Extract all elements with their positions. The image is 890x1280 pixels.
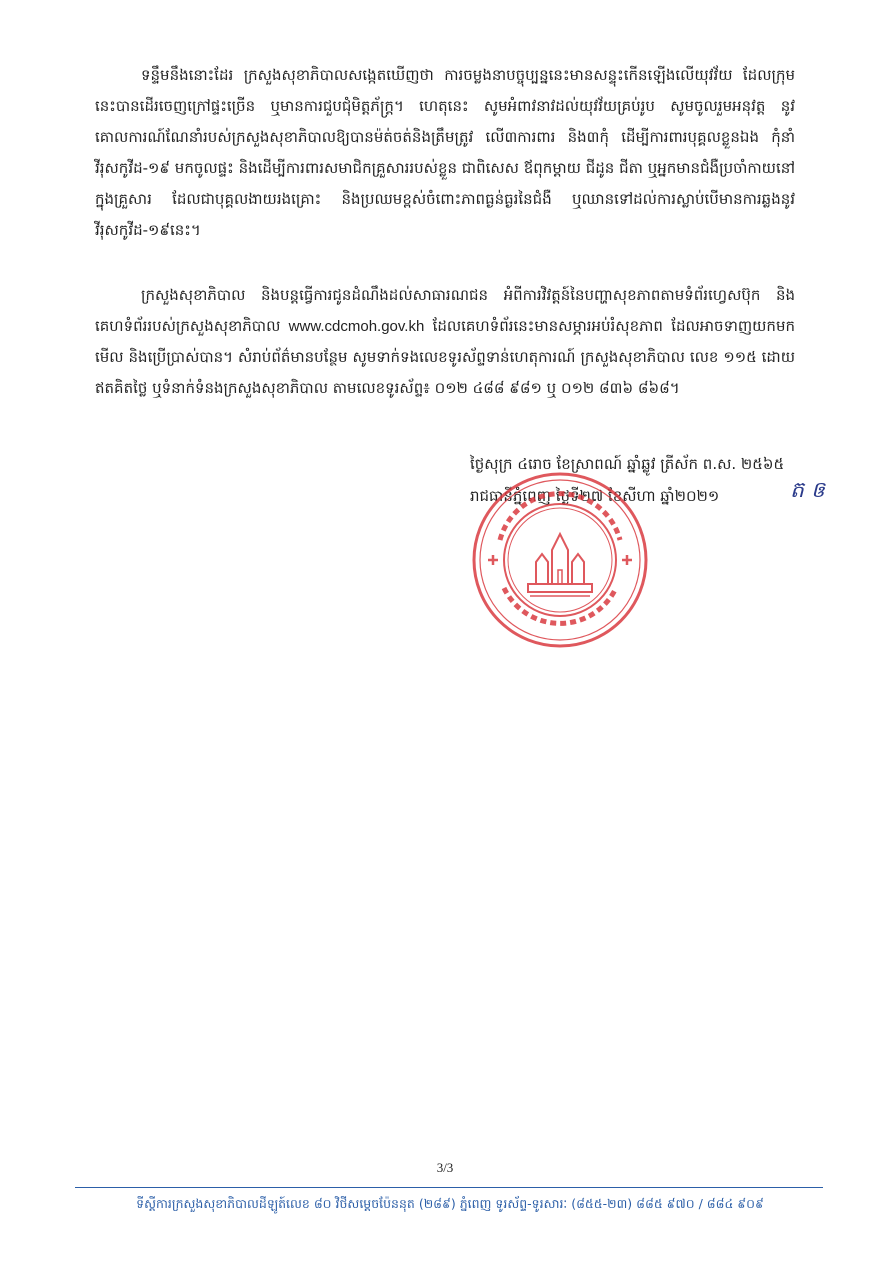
paragraph-text: ទន្ទឹមនឹងនោះដែរ ក្រសួងសុខាភិបាលសង្កេតឃើញថា ការចម្លងនាបច្ចុប្បន្ននេះមានសន្ទុះកើនឡើងលើយុវវ័យ ដែលក្រុមនេះបានដើរចេញក្រៅផ្ទះច្រើន ឬមានការជួបជុំមិត្តភ័ក្ត្រ។ ហេតុនេះ សូមអំពាវនាវដល់យុវវ័យគ្រប់រូប សូមចូលរួមអនុវត្ត នូវគោលការណ៍ណែនាំរបស់ក្រសួងសុខាភិបាលឱ្យបានម៉ត់ចត់និងត្រឹមត្រូវ លើ៣ការពារ និង៣កុំ ដើម្បីការពារបុគ្គលខ្លួនឯង កុំនាំវីរុសកូវីដ-១៩ មកចូលផ្ទះ និងដើម្បីការពារសមាជិកគ្រួសាររបស់ខ្លួន ជាពិសេស ឪពុកម្តាយ ជីដូន ជីតា ឬអ្នកមានជំងឺប្រចាំកាយនៅក្នុងគ្រួសារ ដែលជាបុគ្គលងាយរងគ្រោះ និងប្រឈមខ្ពស់ចំពោះភាពធ្ងន់ធ្ងរនៃជំងឺ ឬឈានទៅដល់ការស្លាប់បើមានការឆ្លងនូវ វីរុសកូវីដ-១៩នេះ។ [95, 66, 795, 239]
page-number: 3/3 [436, 1160, 454, 1175]
paragraph-ministry-info [95, 280, 795, 404]
paragraph-covid-youth [95, 60, 795, 246]
official-seal-stamp [470, 470, 650, 650]
paragraph-text-part: ដែលគេហទំព័រនេះមានសម្ភារអប់រំសុខភាព ដែលអាចទាញយកមកមើល និងប្រើប្រាស់បាន។ សំរាប់ព័ត៌មានបន្ថែម សូមទាក់ទងលេខទូរស័ព្ទទាន់ហេតុការណ៍ ក្រសួងសុខាភិបាល លេខ ១១៥ ដោយឥតគិតថ្លៃ ឬទំនាក់ទំនងក្រសួងសុខាភិបាល តាមលេខទូរស័ព្ទ៖ ០១២ ៤៨៨ ៩៨១ ឬ ០១២ ៨៣៦ ៨៦៨។ [95, 317, 795, 397]
place-and-date: រាជធានីភ្នំពេញ ថ្ងៃទី២៧ ខែសីហា ឆ្នាំ២០២១ [470, 487, 720, 505]
website-link[interactable]: www.cdcmoh.gov.kh [288, 318, 425, 335]
lunar-date: ថ្ងៃសុក្រ ៤រោច ខែស្រាពណ៍ ឆ្នាំឆ្លូវ ត្រីស័ក ព.ស. ២៥៦៥ [470, 455, 785, 473]
paragraph-text [95, 280, 795, 404]
footer-address: ទីស្តីការក្រសួងសុខាភិបាលដីឡូត៍លេខ ៨០ វិថីសម្តេចប៉ែននុត (២៨៩) ភ្នំពេញ ទូរស័ព្ទ-ទូរសារៈ (៨៥៥-២៣) ៨៨៥ ៩៧០ / ៨៨៤ ៩០៩ [136, 1196, 764, 1211]
paragraph-text-part: ក្រសួងសុខាភិបាល និងបន្តធ្វើការជូនដំណឹងដល់សាធារណជន អំពីការវិវត្តន៍នៃបញ្ហាសុខភាពតាមទំព័រហ្វេសប៊ុក និងគេហទំព័ររបស់ក្រសួងសុខាភិបាល [95, 286, 795, 335]
handwritten-initials: ត ឲ [790, 478, 825, 503]
footer-divider [75, 1187, 823, 1188]
